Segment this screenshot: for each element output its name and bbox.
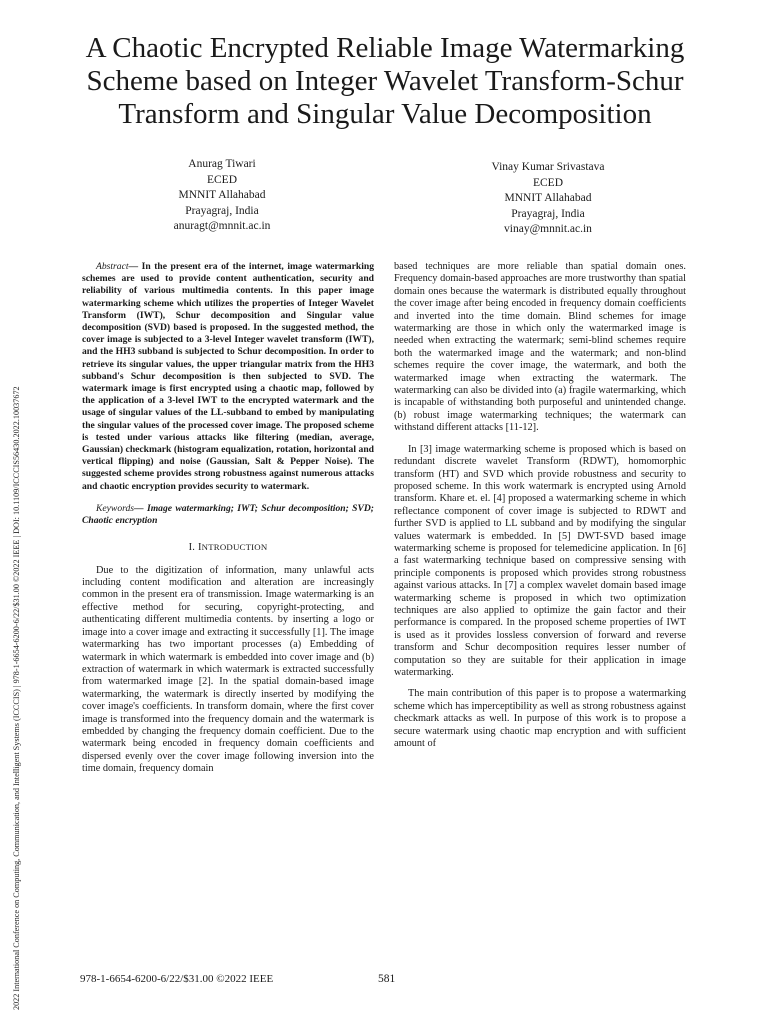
- left-column: [82, 261, 374, 776]
- author-dept: ECED: [206, 173, 238, 186]
- author-org: MNNIT Allahabad: [504, 192, 592, 204]
- body-paragraph: In [3] image watermarking scheme is proposed which is based on redundant discrete wavelet Transform (RDWT), homomorphic transform (HT) and SVD which provide robustness and security to proposed scheme. In this work watermark is encrypted using Arnold transform. Khare et. el. [4] proposed a watermarking scheme in which reflectance component of cover image is subjected to RDWT and further SVD is applied to LL subband and by modifying the singular values watermark is embedded. In [5] DWT-SVD based image watermarking scheme is proposed for telemedicine application. In [6] a fast watermarking technique based on compressive sensing with principle components is proposed which provides strong robustness against various attacks. In [7] a complex wavelet domain based image watermarking scheme is proposed in which two optimization techniques are also applied to optimize the gain factor and their performance is compared. In the proposed scheme properties of IWT is used as it provides lossless conversion of forward and reverse transform and Schur decomposition requires lesser number of computation so they are suitable for their application in image watermarking.: [394, 443, 686, 678]
- author-name: Vinay Kumar Srivastava: [491, 161, 605, 173]
- page-number: 581: [378, 973, 396, 985]
- keywords: [82, 503, 374, 527]
- body-paragraph: Due to the digitization of information, many unlawful acts including content modification and alteration are increasingly common in the present era of transmission. Image watermarking is an effective method for securing, copyright-protecting, and authenticating different multimedia contents. by inserting a logo or image into a cover image and extracting it successfully [1]. The image watermarking has two important processes (a) Embedding of watermark in which watermark is embedded into cover image and (b) extraction of watermark in which watermark is extracted successfully from watermarked image [2]. In the spatial domain-based image watermarking, the watermark is directly inserted by modifying the cover image's coefficients. In transform domain, where the first cover image is transformed into the frequency domain and the watermark is embedded by changing the frequency domain coefficient. Due to the watermark being encoded in frequency domain coefficients and dispersed evenly over the cover image following inversion into the time domain, frequency domain: [82, 564, 374, 775]
- author-city: Prayagraj, India: [185, 204, 259, 217]
- keywords-text: — Image watermarking; IWT; Schur decomposition; SVD; Chaotic encryption: [82, 502, 374, 527]
- body-paragraph: based techniques are more reliable than spatial domain ones. Frequency domain-based approaches are more trustworthy than spatial domain ones because the watermark is distributed equally throughout the cover image after being encoded in frequency domain coefficients and inverted into the time domain. Blind schemes for image watermarking are those in which only the watermarked image is needed when extracting the watermark; semi-blind schemes require both the watermarked image and the watermark; and non-blind schemes require the cover image, the watermark, and both the watermarked image when extracting the watermark. The watermarking can also be divided into (a) fragile watermarking, which is incapable of withstanding both purposeful and unintended change. (b) robust image watermarking techniques; the watermark can withstand different attacks [11-12].: [394, 261, 686, 434]
- author-block-1: [92, 157, 352, 235]
- footer-isbn: 978-1-6654-6200-6/22/$31.00 ©2022 IEEE: [80, 973, 274, 985]
- keywords-label: Keywords: [96, 502, 135, 514]
- paper-title: A Chaotic Encrypted Reliable Image Watermarking Scheme based on Integer Wavelet Transform-Schur Transform and Singular Value Decomposition: [85, 32, 685, 130]
- author-city: Prayagraj, India: [511, 207, 585, 220]
- author-email: vinay@mnnit.ac.in: [504, 223, 592, 235]
- right-column: [394, 261, 686, 750]
- abstract: [82, 261, 374, 493]
- abstract-text: — In the present era of the internet, image watermarking schemes are used to provide content authentication, security and reliability of various multimedia contents. In this paper image watermarking scheme which utilizes the properties of Integer Wavelet Transform (IWT), Schur decomposition and Singular value decomposition (SVD) based is proposed. In the suggested method, the cover image is subjected to a 3-level Integer wavelet transform (IWT), and the HH3 subband is subjected to Schur decomposition. In order to retrieve its singular values, the upper triangular matrix from the HH3 subband's Schur decomposition is then subjected to SVD. The watermark image is first encrypted using a chaotic map, followed by the application of a 3-level IWT to the encrypted watermark and the usage of singular values of the LL-subband to embed by manipulating the singular values of the processed cover image. The proposed scheme is tested under various attacks like filtering (median, average, Gaussian) checkmark (histogram equalization, rotation, horizontal and vertical flipping) and noise (Gaussian, Salt & Pepper Noise). The suggested scheme provides strong robustness against numerous attacks and chaotic encryption provides security to watermark.: [82, 261, 374, 492]
- author-email: anuragt@mnnit.ac.in: [173, 220, 271, 232]
- author-org: MNNIT Allahabad: [178, 189, 266, 201]
- conference-citation-sidebar: 2022 International Conference on Computing, Communication, and Intelligent Systems (ICCCIS) | 978-1-6654-6200-6/22/$31.00 ©2022 IEEE | DOI: 10.1109/ICCCIS56430.2022.10037672: [12, 386, 21, 1010]
- section-heading-introduction: I. INTRODUCTION: [188, 542, 268, 554]
- author-block-2: [418, 160, 678, 238]
- body-paragraph: The main contribution of this paper is to propose a watermarking scheme which has imperceptibility as well as strong robustness against checkmark attacks as well. In purpose of this work is to propose a secure watermark using chaotic map encryption and with sufficient amount of: [394, 688, 686, 750]
- author-name: Anurag Tiwari: [188, 158, 256, 170]
- abstract-label: Abstract: [96, 261, 129, 272]
- author-dept: ECED: [532, 176, 564, 189]
